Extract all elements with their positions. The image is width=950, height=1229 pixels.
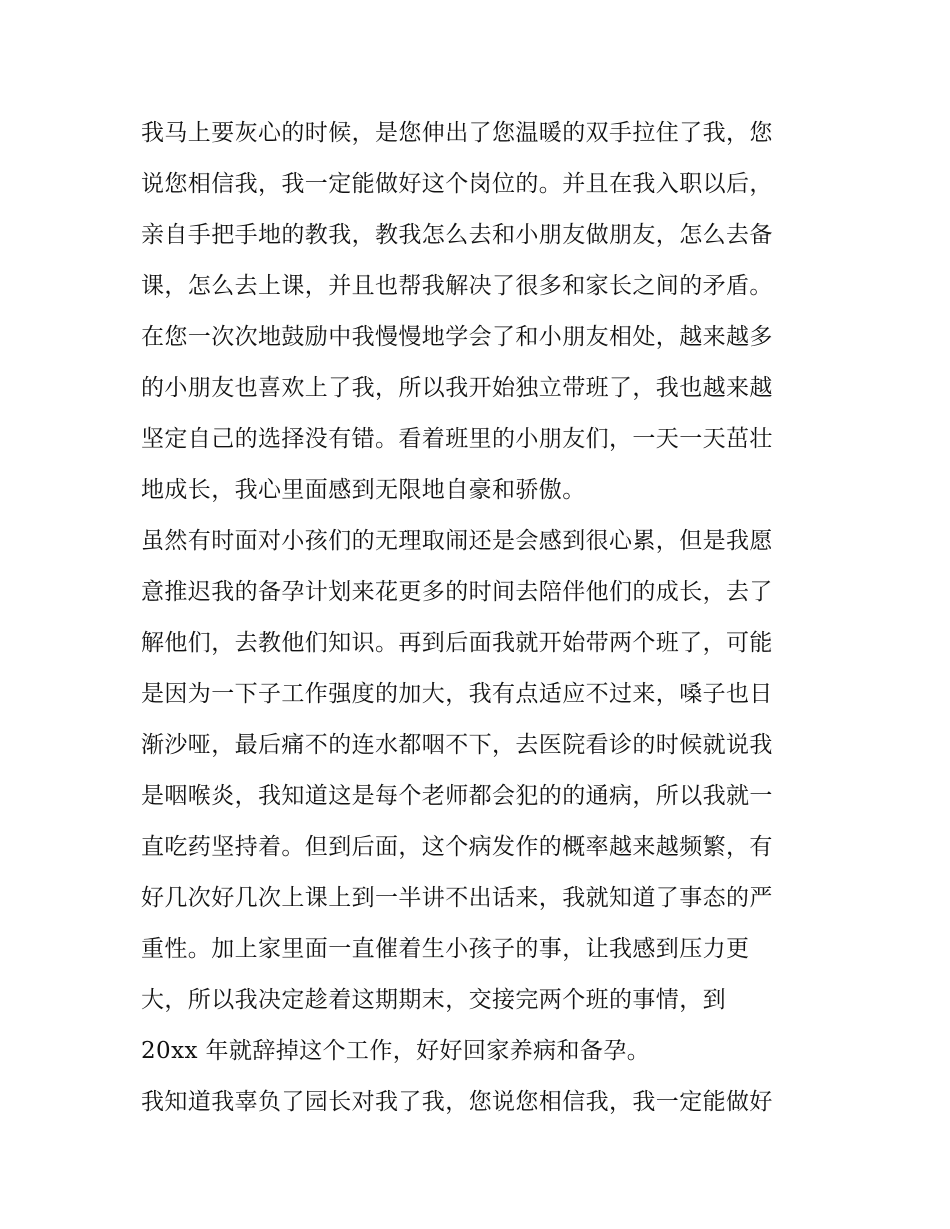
text-line-17: 重性。加上家里面一直催着生小孩子的事，让我感到压力更 — [141, 936, 750, 962]
text-line-14: 是咽喉炎，我知道这是每个老师都会犯的的通病，所以我就一 — [141, 783, 773, 809]
text-line-15: 直吃药坚持着。但到后面，这个病发作的概率越来越频繁，有 — [141, 834, 773, 860]
text-line-10: 意推迟我的备孕计划来花更多的时间去陪伴他们的成长，去了 — [141, 579, 773, 605]
text-line-11: 解他们，去教他们知识。再到后面我就开始带两个班了，可能 — [141, 630, 773, 656]
text-line-16: 好几次好几次上课上到一半讲不出话来，我就知道了事态的严 — [141, 885, 773, 911]
text-line-1: 我马上要灰心的时候，是您伸出了您温暖的双手拉住了我，您 — [141, 120, 773, 146]
text-line-19: 20xx 年就辞掉这个工作，好好回家养病和备孕。 — [141, 1038, 651, 1064]
text-line-3: 亲自手把手地的教我，教我怎么去和小朋友做朋友，怎么去备 — [141, 222, 773, 248]
text-line-7: 坚定自己的选择没有错。看着班里的小朋友们，一天一天茁壮 — [141, 426, 773, 452]
text-line-12: 是因为一下子工作强度的加大，我有点适应不过来，嗓子也日 — [141, 681, 773, 707]
text-line-2: 说您相信我，我一定能做好这个岗位的。并且在我入职以后， — [141, 171, 773, 197]
text-line-4: 课，怎么去上课，并且也帮我解决了很多和家长之间的矛盾。 — [141, 273, 773, 299]
text-line-6: 的小朋友也喜欢上了我，所以我开始独立带班了，我也越来越 — [141, 375, 773, 401]
text-line-8: 地成长，我心里面感到无限地自豪和骄傲。 — [141, 477, 586, 503]
text-line-20: 我知道我辜负了园长对我了我，您说您相信我，我一定能做好 — [141, 1089, 773, 1115]
text-line-13: 渐沙哑，最后痛不的连水都咽不下，去医院看诊的时候就说我 — [141, 732, 773, 758]
body-text — [141, 108, 821, 1128]
text-line-5: 在您一次次地鼓励中我慢慢地学会了和小朋友相处，越来越多 — [141, 324, 773, 350]
text-line-9: 虽然有时面对小孩们的无理取闹还是会感到很心累，但是我愿 — [141, 528, 773, 554]
text-line-18: 大，所以我决定趁着这期期末，交接完两个班的事情，到 — [141, 987, 726, 1013]
